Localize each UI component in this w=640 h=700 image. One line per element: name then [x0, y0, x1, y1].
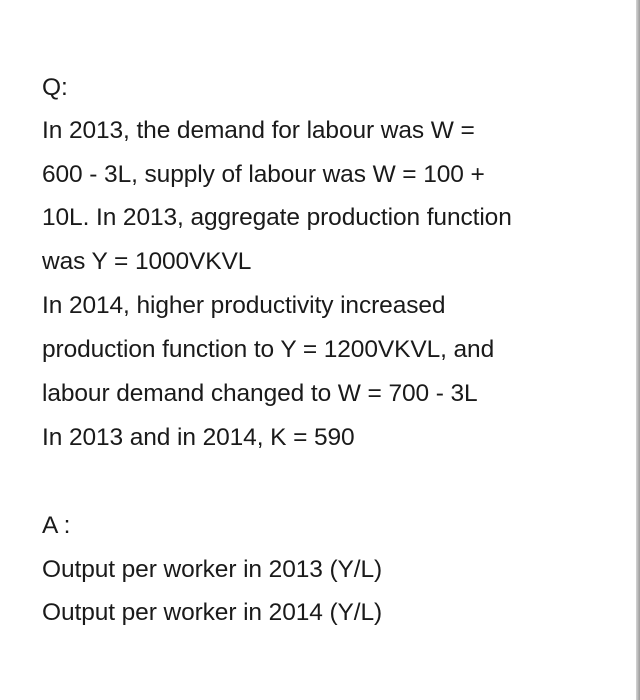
- question-line-6: production function to Y = 1200VKVL, and: [42, 336, 495, 363]
- question-line-1: In 2013, the demand for labour was W =: [42, 117, 475, 144]
- question-line-3: 10L. In 2013, aggregate production function: [42, 204, 512, 231]
- question-line-5: In 2014, higher productivity increased: [42, 292, 446, 319]
- question-line-2: 600 - 3L, supply of labour was W = 100 +: [42, 161, 485, 188]
- answer-line-2: Output per worker in 2014 (Y/L): [42, 599, 383, 626]
- page-edge: [636, 0, 640, 700]
- answer-line-1: Output per worker in 2013 (Y/L): [42, 556, 383, 583]
- question-line-8: In 2013 and in 2014, K = 590: [42, 424, 355, 451]
- question-label: Q:: [42, 74, 68, 101]
- answer-label: A :: [42, 512, 71, 539]
- question-line-4: was Y = 1000VKVL: [42, 248, 252, 275]
- question-line-7: labour demand changed to W = 700 - 3L: [42, 380, 478, 407]
